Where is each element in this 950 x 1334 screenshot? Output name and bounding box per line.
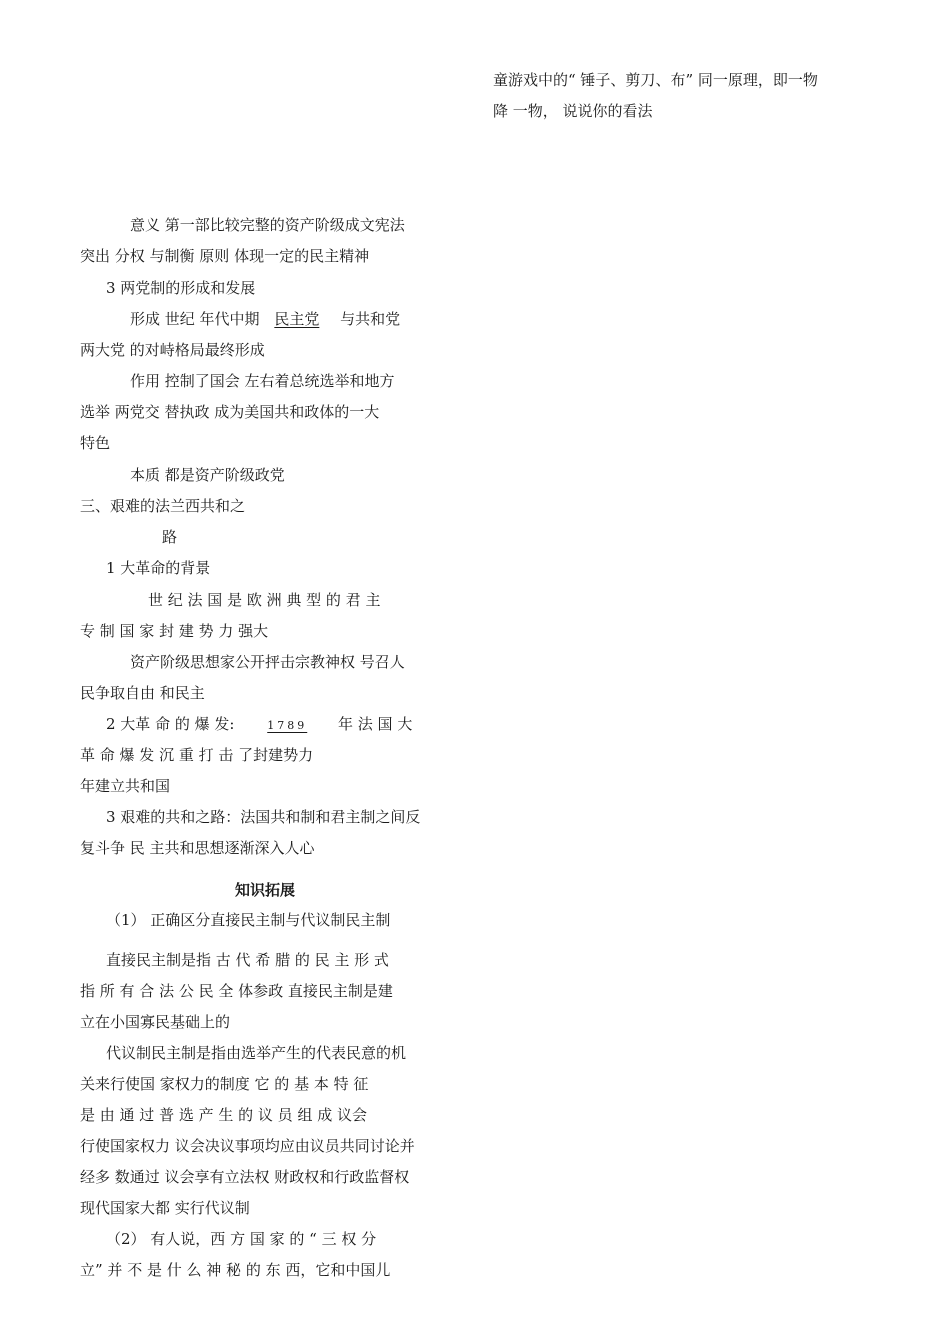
section-heading: 路 bbox=[162, 528, 178, 546]
text-line: 世 纪 法 国 是 欧 洲 典 型 的 君 主 bbox=[148, 591, 381, 609]
text-line: 降 一物， 说说你的看法 bbox=[493, 102, 653, 120]
text-span: 年 法 国 大 bbox=[338, 715, 413, 733]
text-line: 意义 第一部比较完整的资产阶级成文宪法 bbox=[130, 216, 405, 234]
text-line: 资产阶级思想家公开抨击宗教神权 号召人 bbox=[130, 653, 405, 671]
text-line: 复斗争 民 主共和思想逐渐深入人心 bbox=[80, 839, 315, 857]
subheading: （1） 正确区分直接民主制与代议制民主制 bbox=[106, 911, 391, 929]
text-line: 革 命 爆 发 沉 重 打 击 了封建势力 bbox=[80, 746, 314, 764]
text-line bbox=[106, 714, 412, 736]
text-line: 现代国家大都 实行代议制 bbox=[80, 1199, 250, 1217]
text-line: 指 所 有 合 法 公 民 全 体参政 直接民主制是建 bbox=[80, 982, 393, 1000]
text-line bbox=[130, 309, 400, 331]
text-line: 专 制 国 家 封 建 势 力 强大 bbox=[80, 622, 269, 640]
text-line: 3 艰难的共和之路：法国共和制和君主制之间反 bbox=[106, 808, 421, 826]
text-line: 经多 数通过 议会享有立法权 财政权和行政监督权 bbox=[80, 1168, 410, 1186]
text-line: 童游戏中的“ 锤子、剪刀、布” 同一原理，即一物 bbox=[493, 71, 818, 89]
text-line: 突出 分权 与制衡 原则 体现一定的民主精神 bbox=[80, 247, 370, 265]
text-line: 年建立共和国 bbox=[80, 777, 171, 795]
knowledge-title: 知识拓展 bbox=[235, 881, 296, 899]
text-line: 作用 控制了国会 左右着总统选举和地方 bbox=[130, 372, 395, 390]
text-line: 民争取自由 和民主 bbox=[80, 684, 205, 702]
text-line: 直接民主制是指 古 代 希 腊 的 民 主 形 式 bbox=[106, 951, 389, 969]
text-line: 行使国家权力 议会决议事项均应由议员共同讨论并 bbox=[80, 1137, 415, 1155]
fill-in-answer: 民主党 bbox=[274, 310, 320, 328]
text-line: 本质 都是资产阶级政党 bbox=[130, 466, 285, 484]
text-line: 立” 并 不 是 什 么 神 秘 的 东 西，它和中国儿 bbox=[80, 1261, 391, 1279]
text-span: 形成 世纪 年代中期 bbox=[130, 310, 260, 328]
section-heading: 三、艰难的法兰西共和之 bbox=[80, 497, 246, 515]
text-line: 是 由 通 过 普 选 产 生 的 议 员 组 成 议会 bbox=[80, 1106, 367, 1124]
subheading: 3 两党制的形成和发展 bbox=[106, 279, 256, 297]
text-line: 特色 bbox=[80, 434, 111, 452]
text-span: 与共和党 bbox=[340, 310, 401, 328]
text-line: 两大党 的对峙格局最终形成 bbox=[80, 341, 265, 359]
text-line: 立在小国寡民基础上的 bbox=[80, 1013, 231, 1031]
text-line: 代议制民主制是指由选举产生的代表民意的机 bbox=[106, 1044, 407, 1062]
subheading: 2 大革 命 的 爆 发: bbox=[106, 715, 235, 733]
fill-in-answer: 1789 bbox=[267, 719, 308, 732]
text-line: 选举 两党交 替执政 成为美国共和政体的一大 bbox=[80, 403, 380, 421]
text-line: 关来行使国 家权力的制度 它 的 基 本 特 征 bbox=[80, 1075, 369, 1093]
subheading: 1 大革命的背景 bbox=[106, 559, 211, 577]
text-line: （2） 有人说，西 方 国 家 的 “ 三 权 分 bbox=[106, 1230, 377, 1248]
